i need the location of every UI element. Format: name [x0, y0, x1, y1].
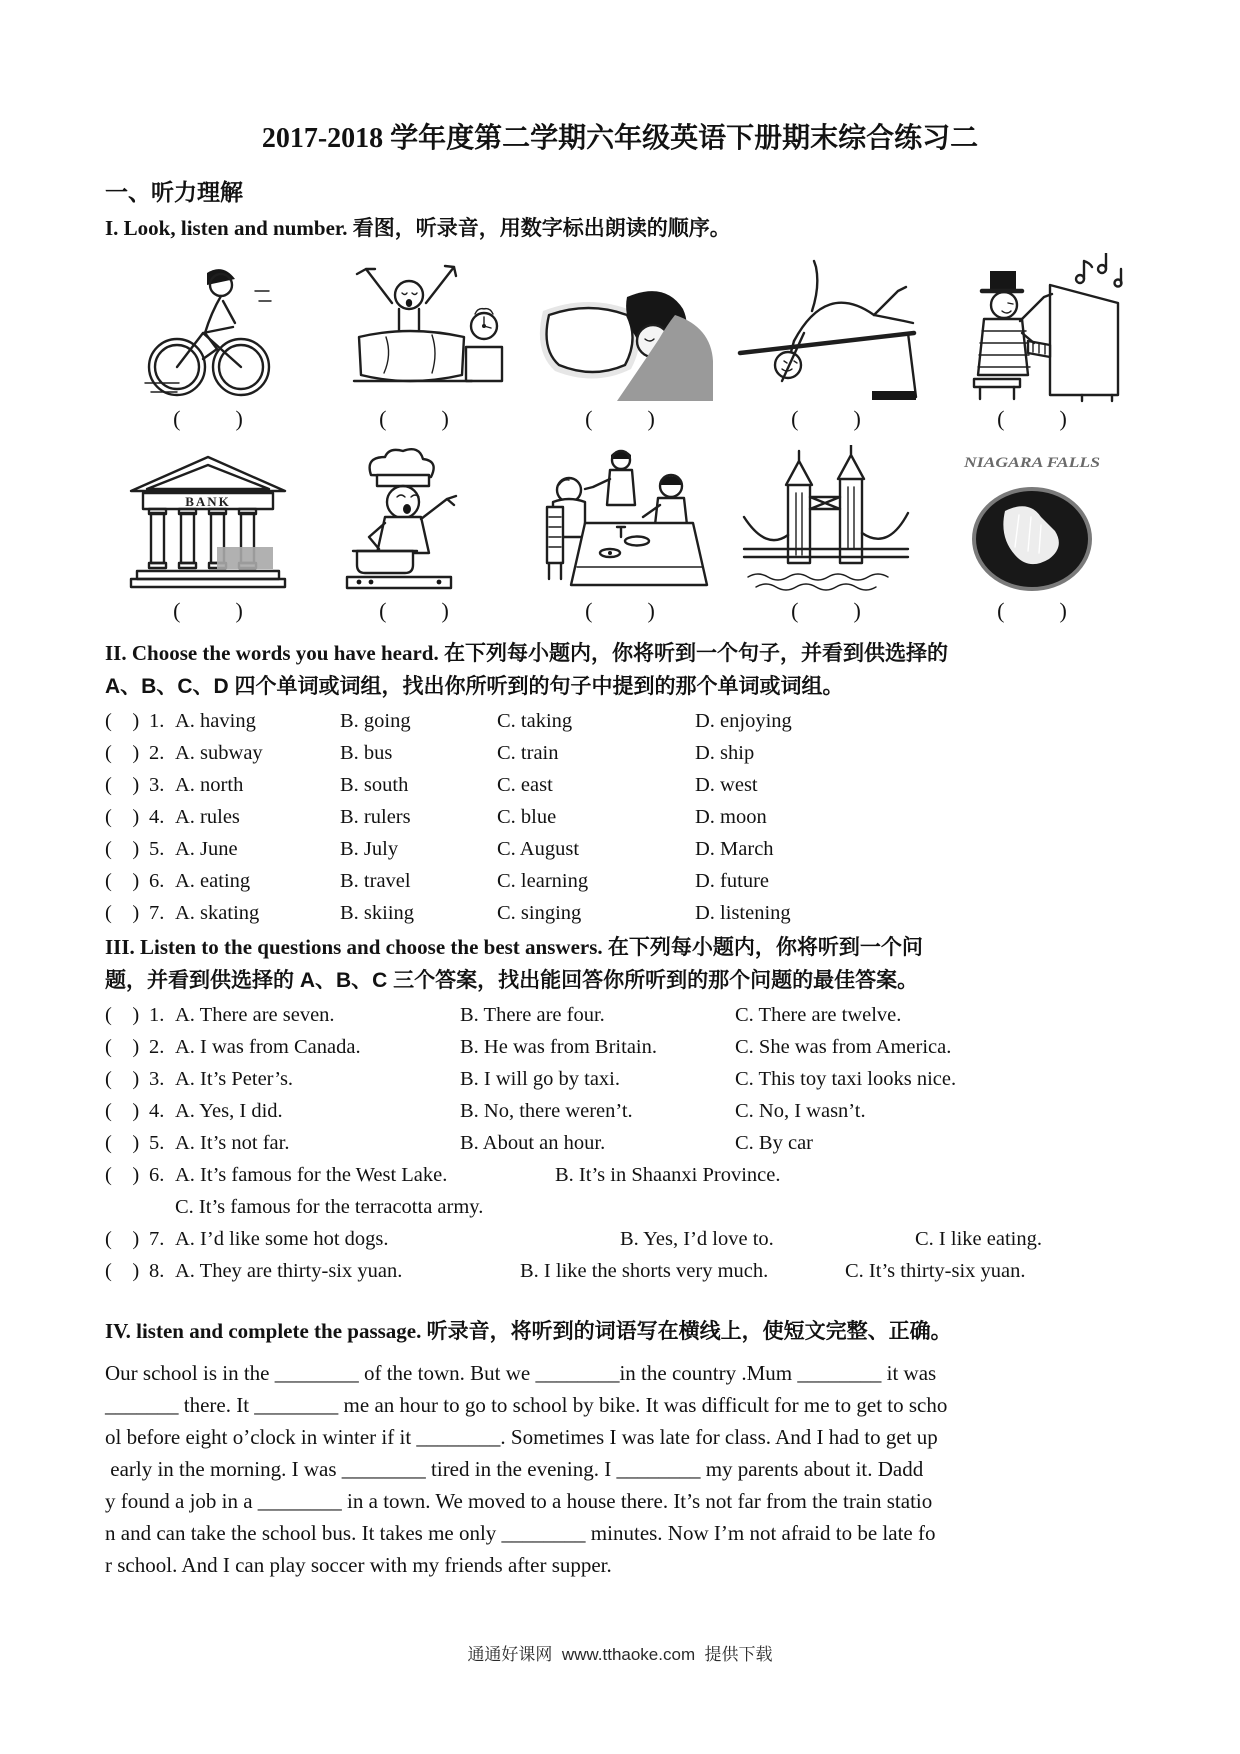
answer-bracket: ( ) — [585, 406, 655, 431]
option-b: B. Yes, I’d love to. — [620, 1228, 774, 1250]
passage-line: Our school is in the ________ of the town. But we ________in the country .Mum ________ it was — [105, 1361, 937, 1385]
question-row — [105, 1159, 1135, 1191]
question-number: 8. — [149, 1260, 165, 1282]
option-b: B. He was from Britain. — [460, 1036, 657, 1058]
question-row — [105, 897, 1135, 929]
option-c: C. It’s thirty-six yuan. — [845, 1260, 1026, 1282]
answer-bracket: ( ) — [105, 742, 140, 764]
option-b: B. bus — [340, 742, 393, 764]
picture-cell — [311, 443, 517, 625]
question-number: 2. — [149, 1036, 165, 1058]
option-c: C. east — [497, 774, 553, 796]
option-d: D. enjoying — [695, 710, 792, 732]
picture-cell — [929, 251, 1135, 433]
answer-bracket: ( ) — [379, 598, 449, 623]
picture-row-2 — [105, 443, 1135, 625]
answer-bracket: ( ) — [105, 902, 140, 924]
option-b: B. About an hour. — [460, 1132, 606, 1154]
option-a: A. having — [175, 710, 256, 732]
option-a: A. They are thirty-six yuan. — [175, 1260, 403, 1282]
option-d: D. listening — [695, 902, 791, 924]
option-d: D. moon — [695, 806, 767, 828]
part1-heading-en: I. Look, listen and number. — [105, 216, 348, 240]
question-row — [105, 1127, 1135, 1159]
option-b: B. No, there weren’t. — [460, 1100, 633, 1122]
option-b: B. travel — [340, 870, 411, 892]
picture-cell — [517, 443, 723, 625]
option-a: A. It’s not far. — [175, 1132, 290, 1154]
part4-heading — [105, 1315, 1135, 1348]
picture-cell — [723, 251, 929, 433]
option-b: B. I will go by taxi. — [460, 1068, 621, 1090]
option-c: C. August — [497, 838, 580, 860]
option-a: A. Yes, I did. — [175, 1100, 283, 1122]
question-row — [105, 999, 1135, 1031]
option-c: C. I like eating. — [915, 1228, 1042, 1250]
option-a: A. skating — [175, 902, 260, 924]
option-a: A. subway — [175, 742, 263, 764]
question-row — [105, 865, 1135, 897]
answer-bracket: ( ) — [105, 1132, 140, 1154]
part1-heading — [105, 212, 1135, 245]
part2-heading-zh2: A、B、C、D 四个单词或词组，找出你所听到的句子中提到的那个单词或词组。 — [105, 675, 844, 698]
option-c: C. blue — [497, 806, 557, 828]
option-c-continuation: C. It’s famous for the terracotta army. — [175, 1196, 484, 1218]
passage-line: r school. And I can play soccer with my friends after supper. — [105, 1553, 612, 1577]
question-number: 2. — [149, 742, 165, 764]
option-d: D. future — [695, 870, 770, 892]
option-b: B. skiing — [340, 902, 415, 924]
part4-heading-en: IV. listen and complete the passage. — [105, 1319, 422, 1343]
question-row — [105, 737, 1135, 769]
cloze-passage — [105, 1357, 1135, 1581]
part3-heading-en: III. Listen to the questions and choose the best answers. — [105, 935, 603, 959]
question-number: 6. — [149, 1164, 165, 1186]
picture-cell — [311, 251, 517, 433]
option-c: C. taking — [497, 710, 573, 732]
part3-heading-zh2: 题，并看到供选择的 A、B、C 三个答案，找出能回答你所听到的那个问题的最佳答案。 — [105, 969, 919, 992]
part1-heading-zh: 看图，听录音，用数字标出朗读的顺序。 — [352, 217, 731, 240]
answer-bracket: ( ) — [105, 774, 140, 796]
question-row — [105, 1063, 1135, 1095]
option-a: A. eating — [175, 870, 251, 892]
question-number: 1. — [149, 710, 165, 732]
part3-heading-line2 — [105, 964, 1135, 997]
answer-bracket: ( ) — [105, 1260, 140, 1282]
picture-row-1 — [105, 251, 1135, 433]
answer-bracket: ( ) — [105, 1004, 140, 1026]
section-heading-listening: 一、听力理解 — [105, 179, 243, 205]
question-row — [105, 769, 1135, 801]
part2-heading — [105, 637, 1135, 670]
answer-bracket: ( ) — [105, 1164, 140, 1186]
question-number: 3. — [149, 774, 165, 796]
option-b: B. July — [340, 838, 399, 860]
question-number: 4. — [149, 806, 165, 828]
niagara-falls-image — [957, 443, 1107, 595]
answer-bracket: ( ) — [105, 1228, 140, 1250]
answer-bracket: ( ) — [585, 598, 655, 623]
part2-heading-en: II. Choose the words you have heard. — [105, 641, 439, 665]
picture-cell — [105, 443, 311, 625]
part2-heading-line2 — [105, 670, 1135, 703]
passage-line: y found a job in a ________ in a town. We moved to a house there. It’s not far from the train statio — [105, 1489, 933, 1513]
cycling-image — [143, 251, 273, 403]
option-c: C. train — [497, 742, 559, 764]
option-a: A. There are seven. — [175, 1004, 335, 1026]
cooking-image — [319, 443, 509, 595]
question-number: 5. — [149, 1132, 165, 1154]
part3-questions — [105, 999, 1135, 1287]
answer-bracket: ( ) — [105, 1100, 140, 1122]
option-b: B. south — [340, 774, 409, 796]
question-row — [105, 833, 1135, 865]
option-b: B. It’s in Shaanxi Province. — [555, 1164, 781, 1186]
question-number: 5. — [149, 838, 165, 860]
watermark-box — [217, 547, 273, 569]
answer-bracket: ( ) — [379, 406, 449, 431]
answer-bracket: ( ) — [997, 406, 1067, 431]
question-row — [105, 1095, 1135, 1127]
option-c: C. There are twelve. — [735, 1004, 902, 1026]
part2-heading-zh: 在下列每小题内，你将听到一个句子，并看到供选择的 — [443, 642, 948, 665]
question-row — [105, 801, 1135, 833]
option-b: B. There are four. — [460, 1004, 605, 1026]
answer-bracket: ( ) — [105, 870, 140, 892]
option-c: C. She was from America. — [735, 1036, 952, 1058]
question-number: 4. — [149, 1100, 165, 1122]
picture-cell — [929, 443, 1135, 625]
part3-heading — [105, 931, 1135, 964]
family-dining-image — [525, 443, 715, 595]
part2-questions — [105, 705, 1135, 929]
page-title: 2017-2018 学年度第二学期六年级英语下册期末综合练习二 — [261, 123, 979, 154]
piano-image — [932, 251, 1132, 403]
answer-bracket: ( ) — [791, 406, 861, 431]
answer-bracket: ( ) — [105, 806, 140, 828]
waking-up-image — [314, 251, 514, 403]
option-a: A. I’d like some hot dogs. — [175, 1228, 389, 1250]
option-a: A. rules — [175, 806, 240, 828]
answer-bracket: ( ) — [997, 598, 1067, 623]
option-a: A. I was from Canada. — [175, 1036, 361, 1058]
picture-cell — [105, 251, 311, 433]
answer-bracket: ( ) — [105, 1036, 140, 1058]
option-d: D. ship — [695, 742, 755, 764]
option-c: C. By car — [735, 1132, 813, 1154]
bank-sign-label: BANK — [185, 494, 231, 509]
sleeping-image — [525, 251, 715, 403]
part4-heading-zh: 听录音，将听到的词语写在横线上，使短文完整、正确。 — [426, 1320, 952, 1343]
question-number: 7. — [149, 902, 165, 924]
option-c: C. singing — [497, 902, 582, 924]
option-a: A. It’s famous for the West Lake. — [175, 1164, 448, 1186]
passage-line: n and can take the school bus. It takes me only ________ minutes. Now I’m not afraid to be late fo — [105, 1521, 936, 1545]
question-number: 7. — [149, 1228, 165, 1250]
answer-bracket: ( ) — [173, 598, 243, 623]
passage-line: early in the morning. I was ________ tired in the evening. I ________ my parents about it. Dadd — [105, 1457, 924, 1481]
bank-image — [123, 443, 293, 595]
part3-heading-zh: 在下列每小题内，你将听到一个问 — [607, 936, 923, 959]
answer-bracket: ( ) — [105, 1068, 140, 1090]
option-a: A. It’s Peter’s. — [175, 1068, 294, 1090]
answer-bracket: ( ) — [173, 406, 243, 431]
question-row — [105, 1223, 1135, 1255]
option-d: D. west — [695, 774, 758, 796]
tower-bridge-image — [736, 443, 916, 595]
passage-line: _______ there. It ________ me an hour to go to school by bike. It was difficult for me to get to scho — [105, 1393, 948, 1417]
question-number: 3. — [149, 1068, 165, 1090]
footer-watermark: 通通好课网 www.tthaoke.com 提供下载 — [467, 1645, 773, 1664]
option-a: A. June — [175, 838, 238, 860]
answer-bracket: ( ) — [791, 598, 861, 623]
question-row — [105, 705, 1135, 737]
question-number: 6. — [149, 870, 165, 892]
question-row — [105, 1255, 1135, 1287]
picture-cell — [723, 443, 929, 625]
option-c: C. No, I wasn’t. — [735, 1100, 866, 1122]
passage-line: ol before eight o’clock in winter if it ________. Sometimes I was late for class. And I had to get up — [105, 1425, 938, 1449]
option-a: A. north — [175, 774, 244, 796]
option-c: C. learning — [497, 870, 589, 892]
picture-cell — [517, 251, 723, 433]
option-c: C. This toy taxi looks nice. — [735, 1068, 957, 1090]
option-b: B. going — [340, 710, 411, 732]
option-b: B. rulers — [340, 806, 411, 828]
high-jump-image — [724, 251, 929, 403]
question-row — [105, 1031, 1135, 1063]
answer-bracket: ( ) — [105, 838, 140, 860]
question-number: 1. — [149, 1004, 165, 1026]
niagara-falls-label: NIAGARA FALLS — [962, 455, 1100, 471]
option-d: D. March — [695, 838, 774, 860]
answer-bracket: ( ) — [105, 710, 140, 732]
option-b: B. I like the shorts very much. — [520, 1260, 769, 1282]
